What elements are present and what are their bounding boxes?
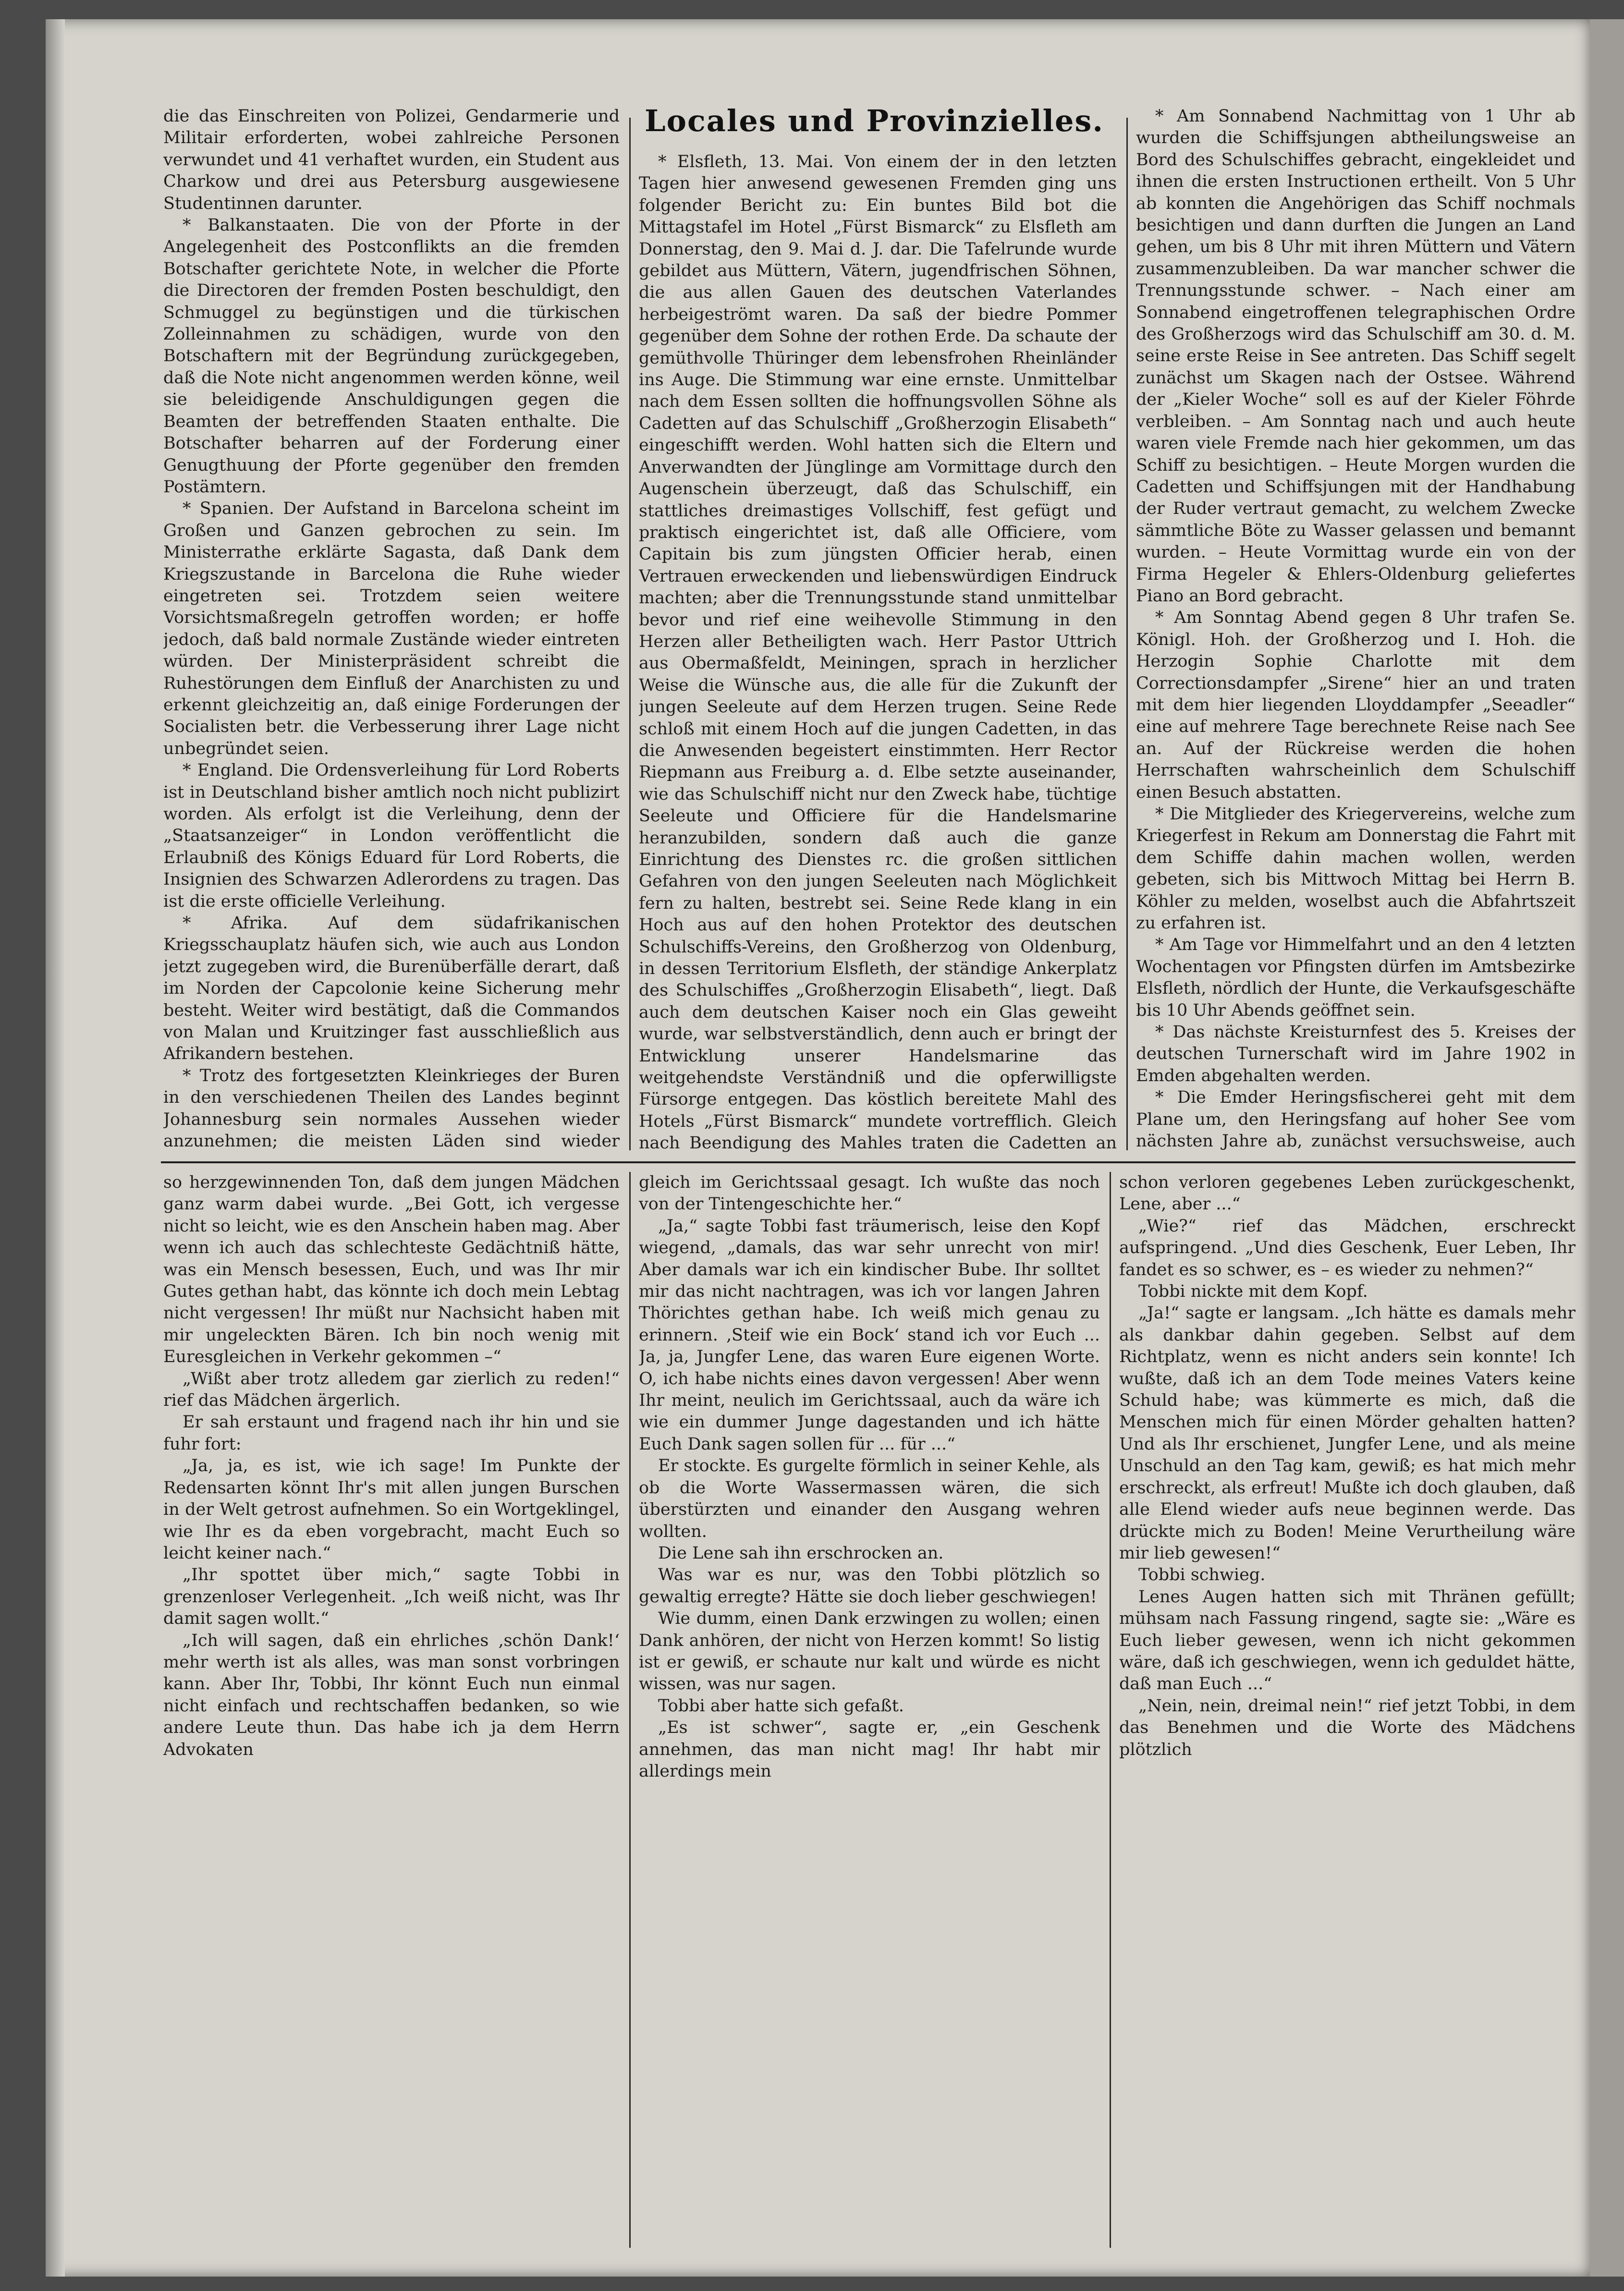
story-paragraph: „Wißt aber trotz alledem gar zierlich zu reden!“ rief das Mädchen ärgerlich. bbox=[163, 1369, 620, 1411]
story-paragraph: so herzgewinnenden Ton, daß dem jungen Mädchen ganz warm dabei wurde. „Bei Gott, ich vergesse nicht so leicht, wie es den Anschein haben mag. Aber wenn ich auch das schlechteste Gedächtniß hätte, was ein Mensch besessen, Euch, und was Ihr mir Gutes gethan habt, das könnte ich doch mein Lebtag nicht vergessen! Ihr müßt nur Nachsicht haben mit mir ungeleckten Bären. Ich bin noch wenig mit Euresgleichen in Verkehr gekommen –“ bbox=[163, 1173, 620, 1367]
story-paragraph: „Ihr spottet über mich,“ sagte Tobbi in grenzenloser Verlegenheit. „Ich weiß nicht, was Ihr damit sagen wollt.“ bbox=[163, 1565, 620, 1629]
story-paragraph: „Ja,“ sagte Tobbi fast träumerisch, leise den Kopf wiegend, „damals, das war sehr unrecht von mir! Aber damals war ich ein kindischer Bube. Ihr solltet mir das nicht nachtragen, was ich vor langen Jahren Thörichtes gethan habe. Ich weiß mich genau zu erinnern. ‚Steif wie ein Bock‘ stand ich vor Euch ... Ja, ja, Jungfer Lene, das waren Eure eigenen Worte. O, ich habe nichts eines davon vergessen! Aber wenn Ihr meint, neulich im Gerichtssaal, auch da wäre ich wie ein dummer Junge dagestanden und ich hätte Euch Dank sagen sollen für ... für ...“ bbox=[639, 1216, 1100, 1454]
story-paragraph: Wie dumm, einen Dank erzwingen zu wollen; einen Dank anhören, der nicht von Herzen kommt! So listig ist er gewiß, er schaute nur kalt und würde es nicht wissen, was nur sagen. bbox=[639, 1609, 1100, 1694]
article-schulschiff: * Am Sonnabend Nachmittag von 1 Uhr ab wurden die Schiffsjungen abtheilungsweise an Bord des Schulschiffes gebracht, eingekleidet und ihnen die ersten Instructionen ertheilt. Von 5 Uhr ab konnten die Angehörigen das Schiff nochmals besichtigen und dann durften die Jungen an Land gehen, um bis 8 Uhr mit ihren Müttern und Vätern zusammenzubleiben. Da war mancher schwer die Trennungsstunde schwer. – Nach einer am Sonnabend eingetroffenen telegraphischen Ordre des Großherzogs wird das Schulschiff am 30. d. M. seine erste Reise in See antreten. Das Schiff segelt zunächst um Skagen nach der Ostsee. Während der „Kieler Woche“ soll es auf der Kieler Föhrde verbleiben. – Am Sonntag nach und auch heute waren viele Fremde nach hier gekommen, um das Schiff zu besichtigen. – Heute Morgen wurden die Cadetten und Schiffsjungen mit der Handhabung der Ruder vertraut gemacht, zu welchem Zwecke sämmtliche Böte zu Wasser gelassen und bemannt wurden. – Heute Vormittag wurde ein von der Firma Hegeler & Ehlers-Oldenburg geliefertes Piano an Bord gebracht. bbox=[1136, 107, 1575, 606]
article-elsfleth: * Elsfleth, 13. Mai. Von einem der in den letzten Tagen hier anwesend gewesenen Fremden ging uns folgender Bericht zu: Ein buntes Bild bot die Mittagstafel im Hotel „Fürst Bismarck“ zu Elsfleth am Donnerstag, den 9. Mai d. J. dar. Die Tafelrunde wurde gebildet aus Müttern, Vätern, jugendfrischen Söhnen, die aus allen Gauen des deutschen Vaterlandes herbeigeströmt waren. Da saß der biedre Pommer gegenüber dem Sohne der rothen Erde. Da schaute der gemüthvolle Thüringer dem lebensfrohen Rheinländer ins Auge. Die Stimmung war eine ernste. Unmittelbar nach dem Essen sollten die hoffnungsvollen Söhne als Cadetten auf das Schulschiff „Großherzogin Elisabeth“ eingeschifft werden. Wohl hatten sich die Eltern und Anverwandten der Jünglinge am Vormittage durch den Augenschein überzeugt, daß das Schulschiff, ein stattliches dreimastiges Vollschiff, fest gefügt und praktisch eingerichtet ist, daß alle Officiere, vom Capitain bis zum jüngsten Officier herab, einen Vertrauen erweckenden und liebenswürdigen Eindruck machten; aber die Trennungsstunde stand unmittelbar bevor und rief eine weihevolle Stimmung in den Herzen aller Betheiligten wach. Herr Pastor Uttrich aus Obermaßfeldt, Meiningen, sprach in herzlicher Weise die Wünsche aus, die alle für die Zukunft der jungen Seeleute auf dem Herzen trugen. Seine Rede schloß mit einem Hoch auf die jungen Cadetten, in das die Anwesenden begeistert einstimmten. Herr Rector Riepmann aus Freiburg a. d. Elbe setzte auseinander, wie das Schulschiff nicht nur den Zweck habe, tüchtige Seeleute und Officiere für die Handelsmarine heranzubilden, sondern daß auch die ganze Einrichtung des Dienstes rc. die großen sittlichen Gefahren von den jungen Seeleuten nach Möglichkeit fern zu halten, bestrebt sei. Seine Rede klang in ein Hoch aus auf den hohen Protektor des deutschen Schulschiffs-Vereins, den Großherzog von Oldenburg, in dessen Territorium Elsfleth, der ständige Ankerplatz des Schulschiffes „Großherzogin Elisabeth“, liegt. Daß auch dem deutschen Kaiser noch ein Glas geweiht wurde, war selbstverständlich, denn auch er bringt der Entwicklung unserer Handelsmarine das weitgehendste Verständniß und die opferwilligste Fürsorge entgegen. Das köstlich bereitete Mahl des Hotels „Fürst Bismarck“ mundete vortrefflich. Gleich nach Beendigung des Mahles traten die Cadetten an bbox=[639, 152, 1117, 1153]
article-africa: * Afrika. Auf dem südafrikanischen Kriegsschauplatz häufen sich, wie auch aus London jetzt zugegeben wird, die Burenüberfälle derart, daß im Norden der Capcolonie keine Sicherung mehr besteht. Weiter wird bestätigt, daß die Commandos von Malan und Kruitzinger fast ausschließlich aus Afrikandern bestehen. bbox=[163, 914, 620, 1064]
story-paragraph: „Ja, ja, es ist, wie ich sage! Im Punkte der Redensarten könnt Ihr's mit allen jungen Burschen in der Welt getrost aufnehmen. So ein Wortgeklingel, wie Ihr es da eben vorgebracht, macht Euch so leicht keiner nach.“ bbox=[163, 1456, 620, 1563]
story-paragraph: „Ich will sagen, daß ein ehrliches ‚schön Dank!‘ mehr werth ist als alles, was man sonst vorbringen kann. Aber Ihr, Tobbi, Ihr könnt Euch nun einmal nicht einfach und rechtschaffen bedanken, so wie andere Leute thun. Das habe ich ja dem Herrn Advokaten bbox=[163, 1631, 620, 1759]
article-johannesburg: * Trotz des fortgesetzten Kleinkrieges der Buren in den verschiedenen Theilen des Landes beginnt Johannesburg sein normales Aussehen wieder anzunehmen; die meisten Läden sind wieder bbox=[163, 1066, 620, 1151]
column-rule-top-1 bbox=[629, 118, 631, 1150]
story-paragraph: Tobbi nickte mit dem Kopf. bbox=[1138, 1282, 1368, 1302]
article-balkan: * Balkanstaaten. Die von der Pforte in der Angelegenheit des Postconflikts an die fremden Botschafter gerichtete Note, in welcher die Pforte die Directoren der fremden Posten beschuldigt, den Schmuggel zu begünstigen und die türkischen Zolleinnahmen zu schädigen, wurde von den Botschaftern mit der Begründung zurückgegeben, daß die Note nicht angenommen werden könne, weil sie beleidigende Anschuldigungen gegen die Beamten der betreffenden Staaten enthalte. Die Botschafter beharren auf der Forderung einer Genugthuung der Pforte gegenüber den fremden Postämtern. bbox=[163, 216, 620, 497]
story-paragraph: Die Lene sah ihn erschrocken an. bbox=[658, 1543, 944, 1563]
story-paragraph: Er stockte. Es gurgelte förmlich in seiner Kehle, als ob die Worte Wassermassen wären, die sich überstürzten und einander den Ausgang wehren wollten. bbox=[639, 1456, 1100, 1541]
column-top-right bbox=[1136, 106, 1575, 1153]
article-england: * England. Die Ordensverleihung für Lord Roberts ist in Deutschland bisher amtlich noch nicht publizirt worden. Als erfolgt ist die Verleihung, denn der „Staatsanzeiger“ in London veröffentlicht die Erlaubniß des Königs Eduard für Lord Roberts, die Insignien des Schwarzen Adlerordens zu tragen. Das ist die erste officielle Verleihung. bbox=[163, 761, 620, 911]
article-kriegerverein: * Die Mitglieder des Kriegervereins, welche zum Kriegerfest in Rekum am Donnerstag die Fahrt mit dem Schiffe dahin machen wollen, werden gebeten, sich bis Mittwoch Mittag bei Herrn B. Köhler zu melden, woselbst auch die Abfahrtszeit zu erfahren ist. bbox=[1136, 804, 1575, 933]
section-heading: Locales und Provinzielles. bbox=[645, 103, 1104, 138]
story-paragraph: „Ja!“ sagte er langsam. „Ich hätte es damals mehr als dankbar dahin gegeben. Selbst auf dem Richtplatz, wenn es nicht anders sein konnte! Ich wußte, daß ich an dem Tode meines Vaters keine Schuld habe; was kümmerte es mich, daß die Menschen mich für einen Mörder gehalten hatten? Und als Ihr erschienet, Jungfer Lene, und als meine Unschuld an den Tag kam, gewiß; es hat mich mehr erschreckt, als erfreut! Mußte ich doch glauben, daß alle Elend wieder aufs neue beginnen werde. Das drückte mich zu Boden! Meine Verurtheilung wäre mir lieb gewesen!“ bbox=[1119, 1304, 1575, 1563]
article-himmelfahrt: * Am Tage vor Himmelfahrt und an den 4 letzten Wochentagen vor Pfingsten dürfen im Amtsbezirke Elsfleth, nördlich der Hunte, die Verkaufsgeschäfte bis 10 Uhr Abends geöffnet sein. bbox=[1136, 935, 1575, 1020]
story-paragraph: Tobbi aber hatte sich gefaßt. bbox=[658, 1696, 904, 1716]
story-paragraph: Lenes Augen hatten sich mit Thränen gefüllt; mühsam nach Fassung ringend, sagte sie: „Wäre es Euch lieber gewesen, wenn ich nicht gekommen wäre, daß ich geschwiegen, wenn ich geduldet hätte, daß man Euch ...“ bbox=[1119, 1587, 1575, 1694]
story-paragraph: „Es ist schwer“, sagte er, „ein Geschenk annehmen, das man nicht mag! Ihr habt mir allerdings mein bbox=[639, 1718, 1100, 1781]
story-paragraph: „Nein, nein, dreimal nein!“ rief jetzt Tobbi, in dem das Benehmen und die Worte des Mädchens plötzlich bbox=[1119, 1696, 1575, 1759]
column-bottom-middle bbox=[639, 1172, 1100, 2248]
article-grossherzog: * Am Sonntag Abend gegen 8 Uhr trafen Se. Königl. Hoh. der Großherzog und I. Hoh. die Herzogin Sophie Charlotte mit dem Correctionsdampfer „Sirene“ hier an und traten mit dem hier liegenden Lloyddampfer „Seeadler“ eine auf mehrere Tage berechnete Reise nach See an. Auf der Rückreise werden die hohen Herrschaften wahrscheinlich dem Schulschiff einen Besuch abstatten. bbox=[1136, 608, 1575, 802]
column-bottom-left bbox=[163, 1172, 620, 2248]
story-paragraph: Tobbi schwieg. bbox=[1138, 1565, 1266, 1585]
article-spain: * Spanien. Der Aufstand in Barcelona scheint im Großen und Ganzen gebrochen zu sein. Im Ministerrathe erklärte Sagasta, daß Dank dem Kriegszustande in Barcelona die Ruhe wieder eingetreten sei. Trotzdem seien weitere Vorsichtsmaßregeln getroffen worden; er hoffe jedoch, daß bald normale Zustände wieder eintreten würden. Der Ministerpräsident schreibt die Ruhestörungen dem Einfluß der Anarchisten zu und erkennt gleichzeitig an, daß einige Forderungen der Socialisten betr. die Verbesserung ihrer Lage nicht unbegründet seien. bbox=[163, 499, 620, 758]
column-top-middle bbox=[639, 151, 1117, 1153]
story-paragraph: Was war es nur, was den Tobbi plötzlich so gewaltig erregte? Hätte sie doch lieber geschwiegen! bbox=[639, 1565, 1100, 1607]
column-bottom-right bbox=[1119, 1172, 1575, 2248]
article-paragraph: die das Einschreiten von Polizei, Gendarmerie und Militair erforderten, wobei zahlreiche Personen verwundet und 41 verhaftet wurden, ein Student aus Charkow und drei aus Petersburg ausgewiesene Studentinnen darunter. bbox=[163, 107, 620, 213]
page-gutter-shadow bbox=[46, 19, 65, 2277]
story-paragraph: schon verloren gegebenes Leben zurückgeschenkt, Lene, aber ...“ bbox=[1119, 1173, 1575, 1214]
column-rule-bottom-2 bbox=[1110, 1172, 1111, 2248]
story-paragraph: Er sah erstaunt und fragend nach ihr hin und sie fuhr fort: bbox=[163, 1413, 620, 1454]
article-kreisturnfest: * Das nächste Kreisturnfest des 5. Kreises der deutschen Turnerschaft wird im Jahre 1902 in Emden abgehalten werden. bbox=[1136, 1023, 1575, 1085]
column-rule-top-2 bbox=[1126, 118, 1128, 1150]
column-rule-bottom-1 bbox=[629, 1172, 631, 2248]
adjacent-page-edge bbox=[1590, 19, 1624, 2277]
story-paragraph: gleich im Gerichtssaal gesagt. Ich wußte das noch von der Tintengeschichte her.“ bbox=[639, 1173, 1100, 1214]
story-paragraph: „Wie?“ rief das Mädchen, erschreckt aufspringend. „Und dies Geschenk, Euer Leben, Ihr fandet es so schwer, es – es wieder zu nehmen?“ bbox=[1119, 1216, 1575, 1280]
article-heringsfischerei: * Die Emder Heringsfischerei geht mit dem Plane um, den Heringsfang auf hoher See vom nächsten Jahre ab, zunächst versuchsweise, auch bbox=[1136, 1088, 1575, 1151]
column-top-left bbox=[163, 106, 620, 1153]
section-divider bbox=[161, 1161, 1575, 1163]
